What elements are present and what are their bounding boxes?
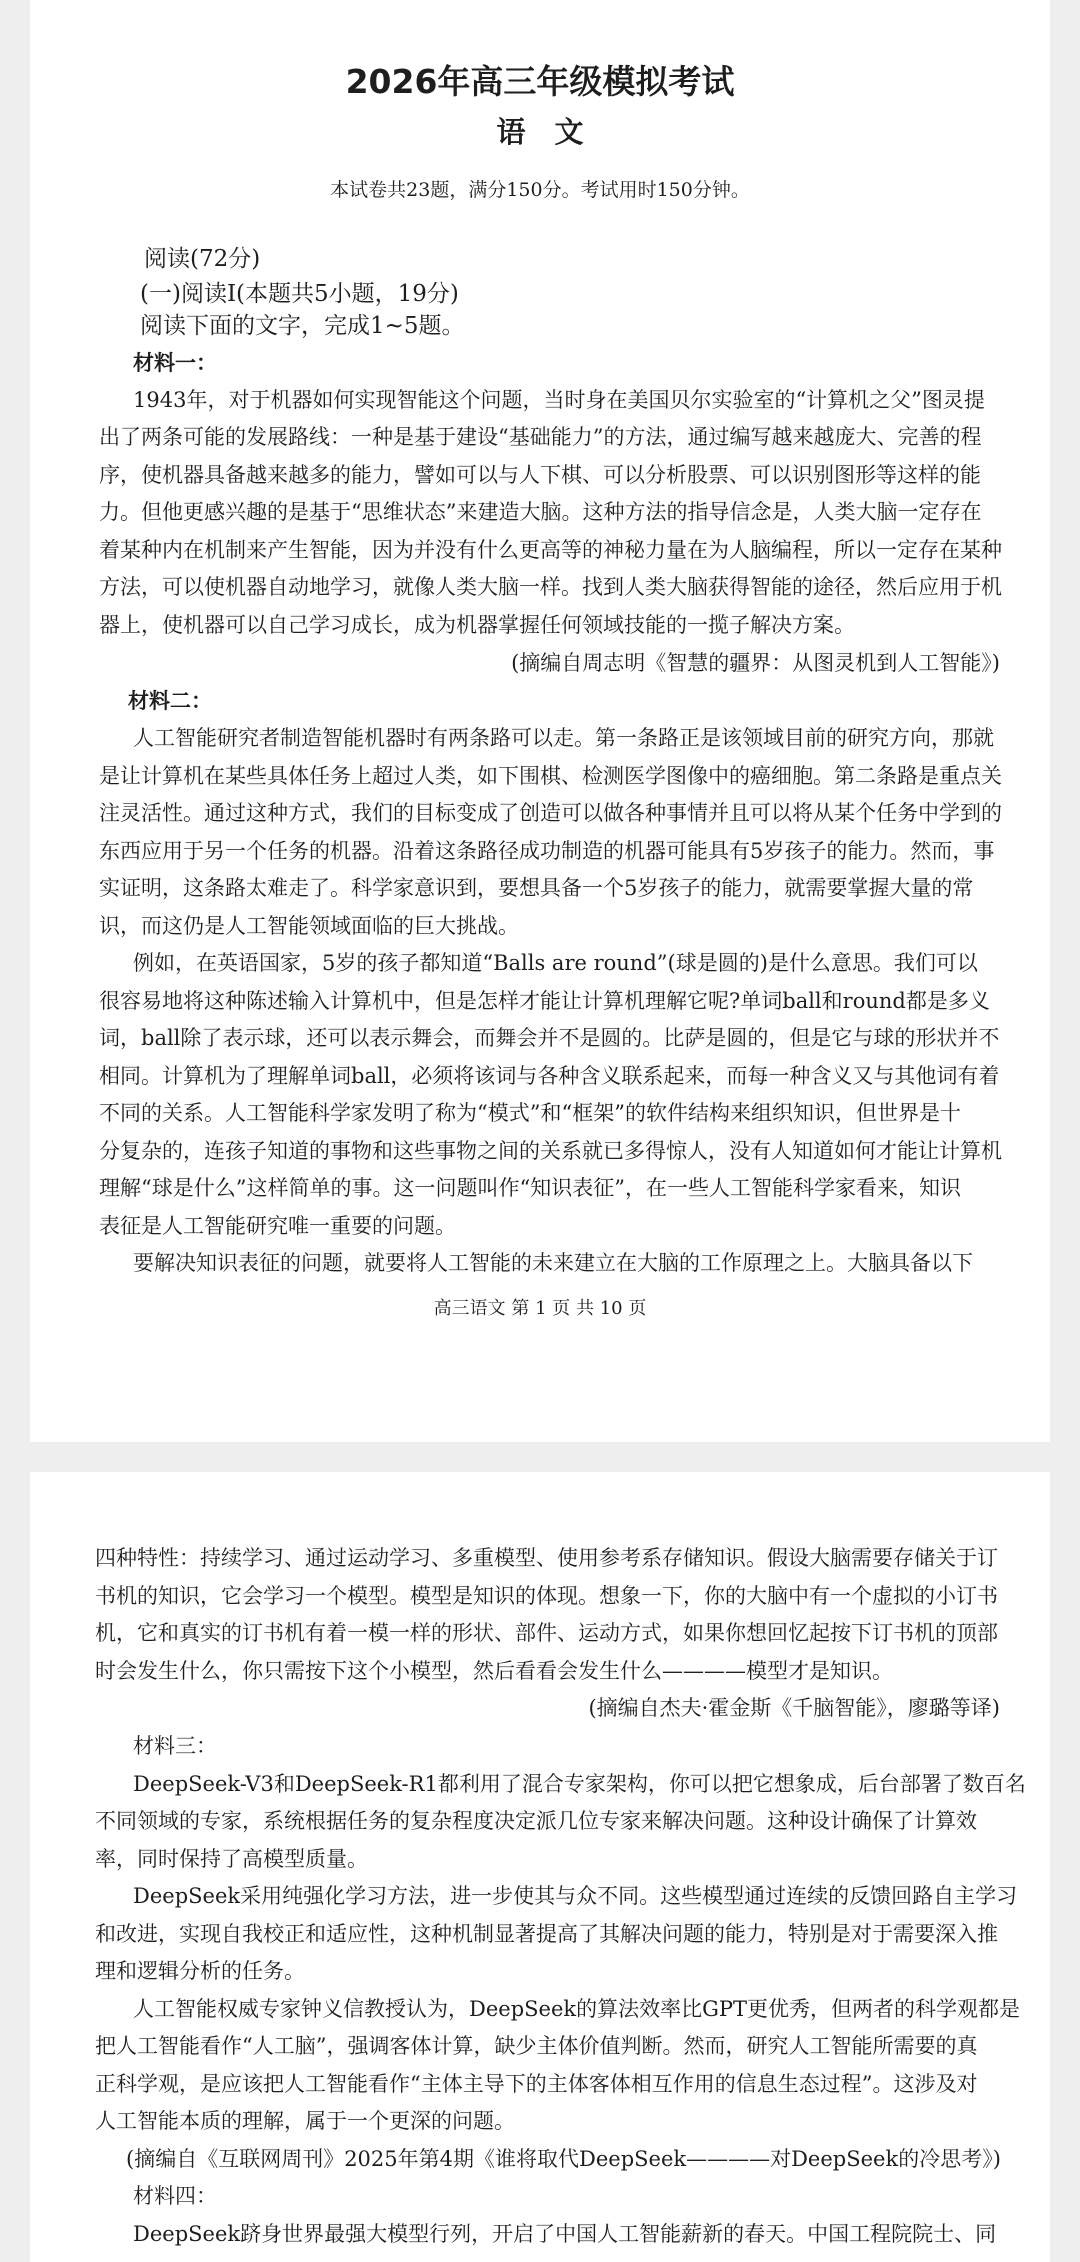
exam-page-1 [30,0,1050,1442]
material-2-line: 不同的关系。人工智能科学家发明了称为“模式”和“框架”的软件结构来组织知识，但世界是十 [99,1101,961,1125]
material-3-label: 材料三： [133,1734,217,1758]
material-3-source: (摘编自《互联网周刊》2025年第4期《谁将取代DeepSeek————对DeepSeek的冷思考》) [126,2147,1001,2171]
instruction: 阅读下面的文字，完成1~5题。 [140,313,465,339]
material-2-label: 材料二： [128,689,212,713]
material-2-line: 是让计算机在某些具体任务上超过人类，如下围棋、检测医学图像中的癌细胞。第二条路是重点关 [99,764,1002,788]
part-title: (一)阅读Ⅰ(本题共5小题，19分) [140,281,459,307]
material-3-line: DeepSeek-V3和DeepSeek-R1都利用了混合专家架构，你可以把它想象成，后台部署了数百名 [133,1772,1026,1796]
material-4-line: DeepSeek跻身世界最强大模型行列，开启了中国人工智能薪新的春天。中国工程院院士、同 [133,2222,997,2246]
material-3-line: 不同领域的专家，系统根据任务的复杂程度决定派几位专家来解决问题。这种设计确保了计算效 [95,1809,977,1833]
material-3-line: 理和逻辑分析的任务。 [95,1959,305,1983]
material-2-line: 分复杂的，连孩子知道的事物和这些事物之间的关系就已多得惊人，没有人知道如何才能让计算机 [99,1139,1002,1163]
exam-page-2 [30,1472,1050,2262]
material-2-line: 要解决知识表征的问题，就要将人工智能的未来建立在大脑的工作原理之上。大脑具备以下 [133,1251,973,1275]
material-2-line: 词，ball除了表示球，还可以表示舞会，而舞会并不是圆的。比萨是圆的，但是它与球的形状并不 [99,1026,1000,1050]
material-4-label: 材料四： [133,2184,217,2208]
material-2-line: 四种特性：持续学习、通过运动学习、多重模型、使用参考系存储知识。假设大脑需要存储关于订 [95,1546,998,1570]
material-1-line: 方法，可以使机器自动地学习，就像人类大脑一样。找到人类大脑获得智能的途径，然后应用于机 [99,575,1002,599]
material-2-line: 人工智能研究者制造智能机器时有两条路可以走。第一条路正是该领域目前的研究方向，那就 [133,726,994,750]
material-2-line: 表征是人工智能研究唯一重要的问题。 [99,1214,456,1238]
material-2-line: 实证明，这条路太难走了。科学家意识到，要想具备一个5岁孩子的能力，就需要掌握大量的常 [99,876,974,900]
section-title: 阅读(72分) [144,246,261,272]
material-2-line: 时会发生什么，你只需按下这个小模型，然后看看会发生什么————模型才是知识。 [95,1659,893,1683]
material-1-line: 器上，使机器可以自己学习成长，成为机器掌握任何领域技能的一揽子解决方案。 [99,613,855,637]
material-2-line: 很容易地将这种陈述输入计算机中，但是怎样才能让计算机理解它呢?单词ball和round都是多义 [99,989,990,1013]
material-3-line: 把人工智能看作“人工脑”，强调客体计算，缺少主体价值判断。然而，研究人工智能所需要的真 [95,2034,978,2058]
material-1-label: 材料一： [133,351,217,375]
material-2-line: 机，它和真实的订书机有着一模一样的形状、部件、运动方式，如果你想回忆起按下订书机的顶部 [95,1621,998,1645]
material-2-line: 识，而这仍是人工智能领域面临的巨大挑战。 [99,914,519,938]
material-1-source: (摘编自周志明《智慧的疆界：从图灵机到人工智能》) [511,651,1000,675]
exam-title: 2026年高三年级模拟考试 [345,62,735,101]
material-1-line: 力。但他更感兴趣的是基于“思维状态”来建造大脑。这种方法的指导信念是，人类大脑一定存在 [99,500,982,524]
material-2-line: 相同。计算机为了理解单词ball，必须将该词与各种含义联系起来，而每一种含义又与其他词有着 [99,1064,1000,1088]
material-1-line: 序，使机器具备越来越多的能力，譬如可以与人下棋、可以分析股票、可以识别图形等这样的能 [99,463,981,487]
material-2-source: (摘编自杰夫·霍金斯《千脑智能》，廖璐等译) [588,1696,1000,1720]
material-2-line: 理解“球是什么”这样简单的事。这一问题叫作“知识表征”，在一些人工智能科学家看来，知识 [99,1176,961,1200]
material-3-line: 正科学观，是应该把人工智能看作“主体主导下的主体客体相互作用的信息生态过程”。这涉及对 [95,2072,978,2096]
material-1-line: 着某种内在机制来产生智能，因为并没有什么更高等的神秘力量在为人脑编程，所以一定存在某种 [99,538,1002,562]
material-2-line: 书机的知识，它会学习一个模型。模型是知识的体现。想象一下，你的大脑中有一个虚拟的小订书 [95,1584,998,1608]
material-3-line: 和改进，实现自我校正和适应性，这种机制显著提高了其解决问题的能力，特别是对于需要深入推 [95,1922,998,1946]
page-footer: 高三语文 第 1 页 共 10 页 [433,1298,647,1319]
exam-note: 本试卷共23题，满分150分。考试用时150分钟。 [330,179,750,201]
material-1-line: 出了两条可能的发展路线：一种是基于建设“基础能力”的方法，通过编写越来越庞大、完善的程 [99,425,982,449]
material-2-line: 例如，在英语国家，5岁的孩子都知道“Balls are round”(球是圆的)是什么意思。我们可以 [133,951,978,975]
material-3-line: 人工智能权威专家钟义信教授认为，DeepSeek的算法效率比GPT更优秀，但两者的科学观都是 [133,1997,1021,2021]
subject-title: 语 文 [496,115,584,149]
material-2-line: 注灵活性。通过这种方式，我们的目标变成了创造可以做各种事情并且可以将从某个任务中学到的 [99,801,1002,825]
material-3-line: 人工智能本质的理解，属于一个更深的问题。 [95,2109,515,2133]
material-3-line: 率，同时保持了高模型质量。 [95,1847,368,1871]
material-2-line: 东西应用于另一个任务的机器。沿着这条路径成功制造的机器可能具有5岁孩子的能力。然而，事 [99,839,995,863]
material-3-line: DeepSeek采用纯强化学习方法，进一步使其与众不同。这些模型通过连续的反馈回路自主学习 [133,1884,1018,1908]
material-1-line: 1943年，对于机器如何实现智能这个问题，当时身在美国贝尔实验室的“计算机之父”图灵提 [133,388,985,412]
